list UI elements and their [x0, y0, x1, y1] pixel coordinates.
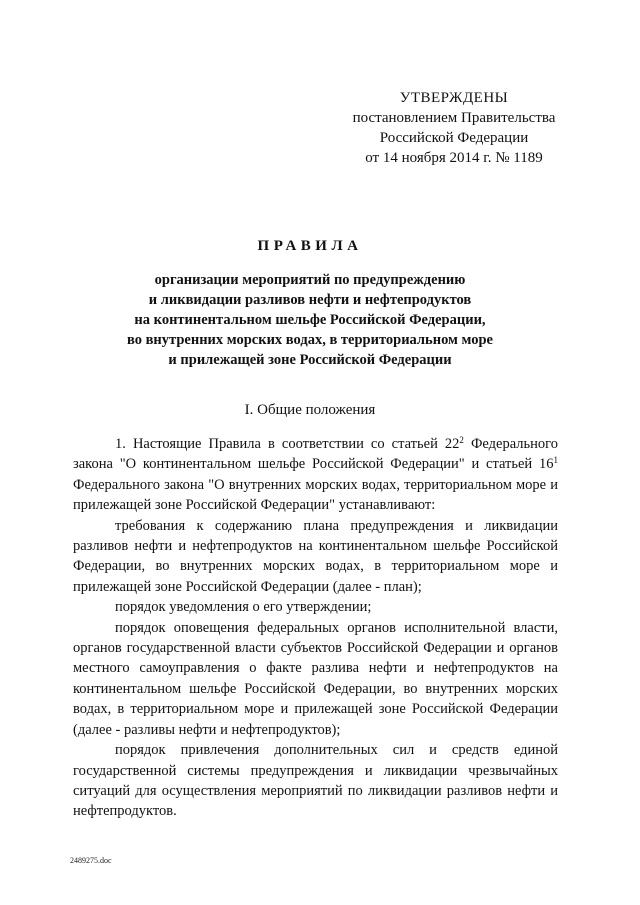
- approval-line-3: от 14 ноября 2014 г. № 1189: [365, 150, 543, 166]
- footer-file-code: 2489275.doc: [70, 856, 112, 865]
- document-title: ПРАВИЛА: [257, 238, 363, 254]
- body-text: [73, 434, 558, 822]
- paragraph-1-part-c: Федерального закона "О внутренних морских водах, территориальном море и прилежащей зоне Российской Федерации" устанавливают:: [73, 476, 558, 514]
- approval-line-2: Российской Федерации: [379, 130, 529, 146]
- paragraph-1: [73, 434, 558, 516]
- paragraph-1-part-b: Федерального закона "О континентальном шельфе Российской Федерации" и статьей 16: [73, 436, 558, 473]
- approval-stamp: [336, 88, 572, 168]
- approval-line-1: постановлением Правительства: [352, 110, 556, 126]
- paragraph-2: требования к содержанию плана предупреждения и ликвидации разливов нефти и нефтепродуктов на континентальном шельфе Российской Федерации, во внутренних морских водах, в территориальном море и прилежащей зоне Российской Федерации (далее - план);: [73, 517, 558, 595]
- document-subtitle: [60, 270, 560, 370]
- subtitle-line: и ликвидации разливов нефти и нефтепродуктов: [148, 292, 472, 308]
- subtitle-line: и прилежащей зоне Российской Федерации: [168, 352, 452, 368]
- paragraph-5: порядок привлечения дополнительных сил и средств единой государственной системы предупреждения и ликвидации чрезвычайных ситуаций для осуществления мероприятий по ликвидации разливов нефти и нефтепродуктов.: [73, 742, 558, 820]
- paragraph-4: порядок оповещения федеральных органов исполнительной власти, органов государственной власти субъектов Российской Федерации и органов местного самоуправления о факте разлива нефти и нефтепродуктов на континентальном шельфе Российской Федерации, во внутренних морских водах, в территориальном море и прилежащей зоне Российской Федерации (далее - разливы нефти и нефтепродуктов);: [73, 619, 558, 738]
- subtitle-line: во внутренних морских водах, в территориальном море: [127, 332, 493, 348]
- approval-status: УТВЕРЖДЕНЫ: [399, 90, 509, 106]
- subtitle-line: на континентальном шельфе Российской Федерации,: [134, 312, 486, 328]
- title-block: [60, 236, 560, 370]
- paragraph-1-part-a: 1. Настоящие Правила в соответствии со статьей 22: [115, 436, 460, 452]
- subtitle-line: организации мероприятий по предупреждению: [154, 272, 466, 288]
- superscript-22: 2: [459, 435, 464, 445]
- superscript-16: 1: [553, 455, 558, 466]
- section-heading: I. Общие положения: [244, 402, 376, 418]
- paragraph-3: порядок уведомления о его утверждении;: [115, 599, 372, 616]
